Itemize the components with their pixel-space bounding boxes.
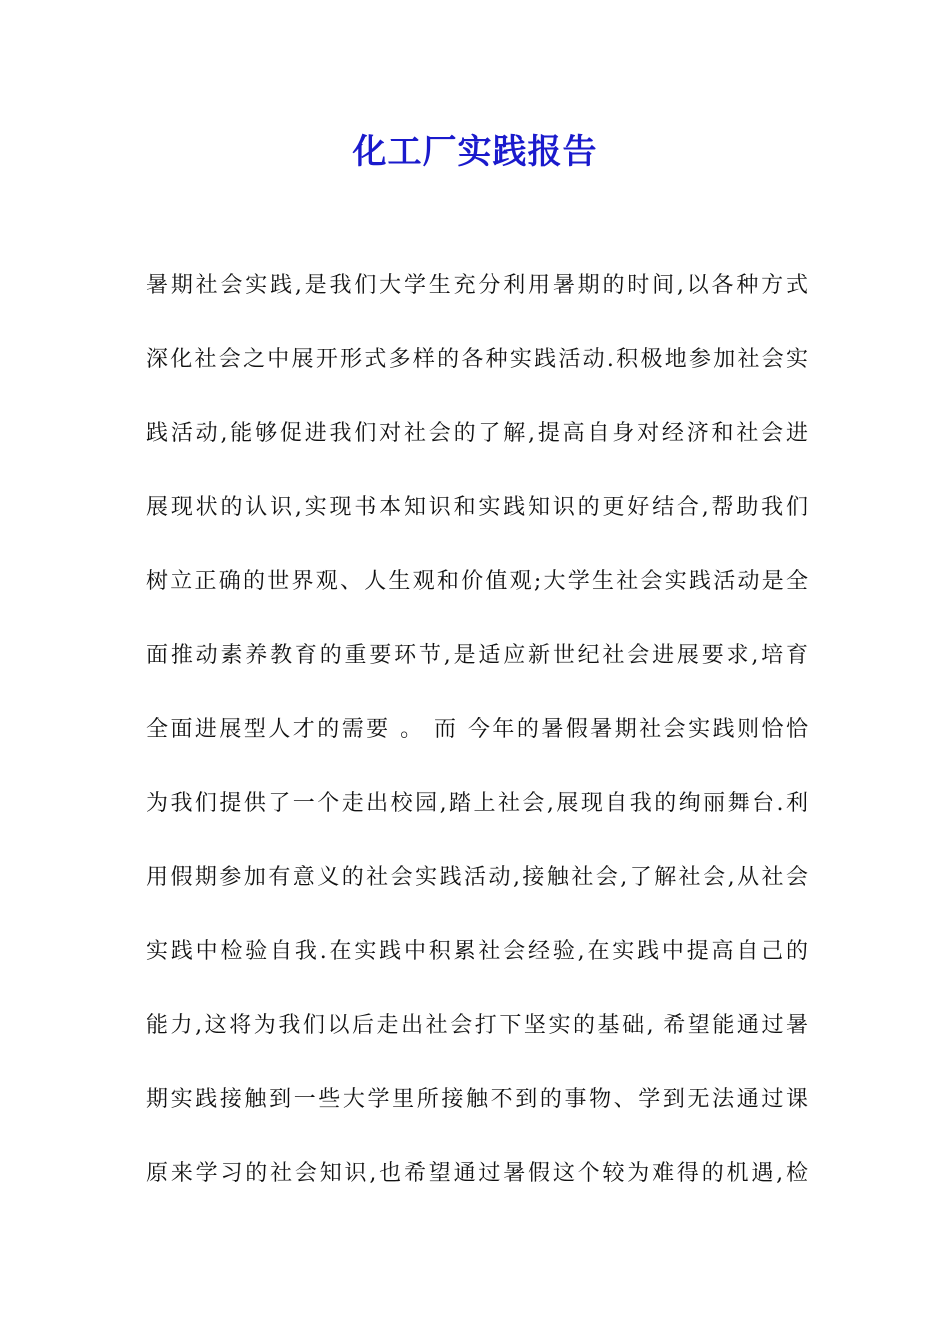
text-line: 实践中检验自我.在实践中积累社会经验,在实践中提高自己的 [146, 939, 808, 964]
document-title: 化工厂实践报告 [352, 132, 598, 172]
text-line: 全面进展型人才的需要 。 而 今年的暑假暑期社会实践则恰恰 [146, 717, 808, 742]
body-paragraph [146, 264, 808, 1226]
text-line: 面推动素养教育的重要环节,是适应新世纪社会进展要求,培育 [146, 643, 808, 668]
text-line: 践活动,能够促进我们对社会的了解,提高自身对经济和社会进 [146, 421, 808, 446]
text-line: 原来学习的社会知识,也希望通过暑假这个较为难得的机遇,检 [146, 1161, 808, 1186]
text-line: 暑期社会实践,是我们大学生充分利用暑期的时间,以各种方式 [146, 273, 808, 298]
text-line: 用假期参加有意义的社会实践活动,接触社会,了解社会,从社会 [146, 865, 808, 890]
text-line: 期实践接触到一些大学里所接触不到的事物、学到无法通过课 [146, 1087, 808, 1112]
text-line: 为我们提供了一个走出校园,踏上社会,展现自我的绚丽舞台.利 [146, 791, 808, 816]
text-line: 深化社会之中展开形式多样的各种实践活动.积极地参加社会实 [146, 347, 808, 372]
text-line: 能力,这将为我们以后走出社会打下坚实的基础, 希望能通过暑 [146, 1013, 808, 1038]
text-line: 展现状的认识,实现书本知识和实践知识的更好结合,帮助我们 [146, 495, 808, 520]
text-line: 树立正确的世界观、人生观和价值观;大学生社会实践活动是全 [146, 569, 808, 594]
